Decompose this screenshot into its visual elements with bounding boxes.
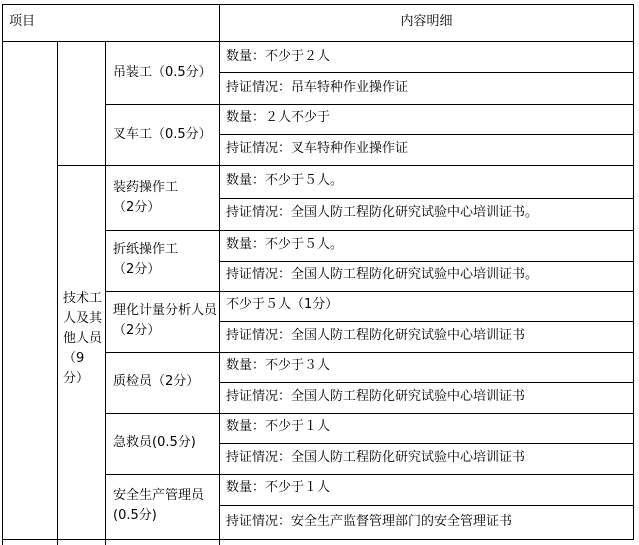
row-divider xyxy=(219,134,634,135)
role-cell: 安全生产管理员(0.5分) xyxy=(113,488,205,523)
certificate-cell: 持证情况：全国人防工程防化研究试验中心培训证书。 xyxy=(226,205,539,220)
row-divider xyxy=(219,72,634,73)
column-divider xyxy=(219,4,220,545)
certificate-cell: 持证情况：全国人防工程防化研究试验中心培训证书 xyxy=(226,328,526,343)
quantity-cell: 数量：不少于１人 xyxy=(226,419,331,434)
role-cell: 理化计量分析人员（2分） xyxy=(113,303,218,338)
row-divider xyxy=(219,382,634,383)
row-divider xyxy=(219,443,634,444)
quantity-cell: 数量：不少于３人 xyxy=(226,358,331,373)
row-divider xyxy=(219,198,634,199)
role-cell: 装药操作工（2分） xyxy=(113,180,179,215)
certificate-cell: 持证情况：全国人防工程防化研究试验中心培训证书 xyxy=(226,389,526,404)
row-divider xyxy=(57,165,634,166)
row-divider xyxy=(105,352,634,353)
certificate-cell: 持证情况：全国人防工程防化研究试验中心培训证书 xyxy=(226,450,526,465)
row-divider xyxy=(105,413,634,414)
header-divider xyxy=(2,41,634,42)
group-label: 技术工人及其他人员（9分） xyxy=(63,291,103,386)
role-cell: 质检员（2分） xyxy=(113,374,200,389)
table-border-bottom xyxy=(2,539,634,540)
table-border-right xyxy=(633,4,634,540)
header-detail: 内容明细 xyxy=(400,14,453,29)
role-cell: 吊装工（0.5分） xyxy=(113,65,212,80)
row-divider xyxy=(105,291,634,292)
quantity-cell: 数量：不少于５人。 xyxy=(226,173,344,188)
row-divider xyxy=(219,321,634,322)
certificate-cell: 持证情况：吊车特种作业操作证 xyxy=(226,80,409,95)
role-cell: 叉车工（0.5分） xyxy=(113,127,212,142)
role-cell: 折纸操作工（2分） xyxy=(113,242,179,277)
row-divider xyxy=(219,261,634,262)
quantity-cell: 数量：不少于５人。 xyxy=(226,237,344,252)
row-divider xyxy=(219,505,634,506)
row-divider xyxy=(105,104,634,105)
quantity-cell: 数量：２人不少于 xyxy=(226,110,331,125)
table-border-top xyxy=(2,4,634,5)
certificate-cell: 持证情况：安全生产监督管理部门的安全管理证书 xyxy=(226,514,513,529)
row-divider xyxy=(105,230,634,231)
row-divider xyxy=(105,474,634,475)
table-border-left xyxy=(2,4,3,545)
column-divider xyxy=(105,41,106,545)
column-divider xyxy=(57,41,58,545)
quantity-cell: 数量：不少于２人 xyxy=(226,49,331,64)
role-cell: 急救员(0.5分) xyxy=(113,435,196,450)
quantity-cell: 不少于５人（1分） xyxy=(226,297,339,312)
certificate-cell: 持证情况：叉车特种作业操作证 xyxy=(226,141,409,156)
header-item: 项目 xyxy=(9,14,36,29)
quantity-cell: 数量：不少于１人 xyxy=(226,480,331,495)
certificate-cell: 持证情况：全国人防工程防化研究试验中心培训证书。 xyxy=(226,267,539,282)
